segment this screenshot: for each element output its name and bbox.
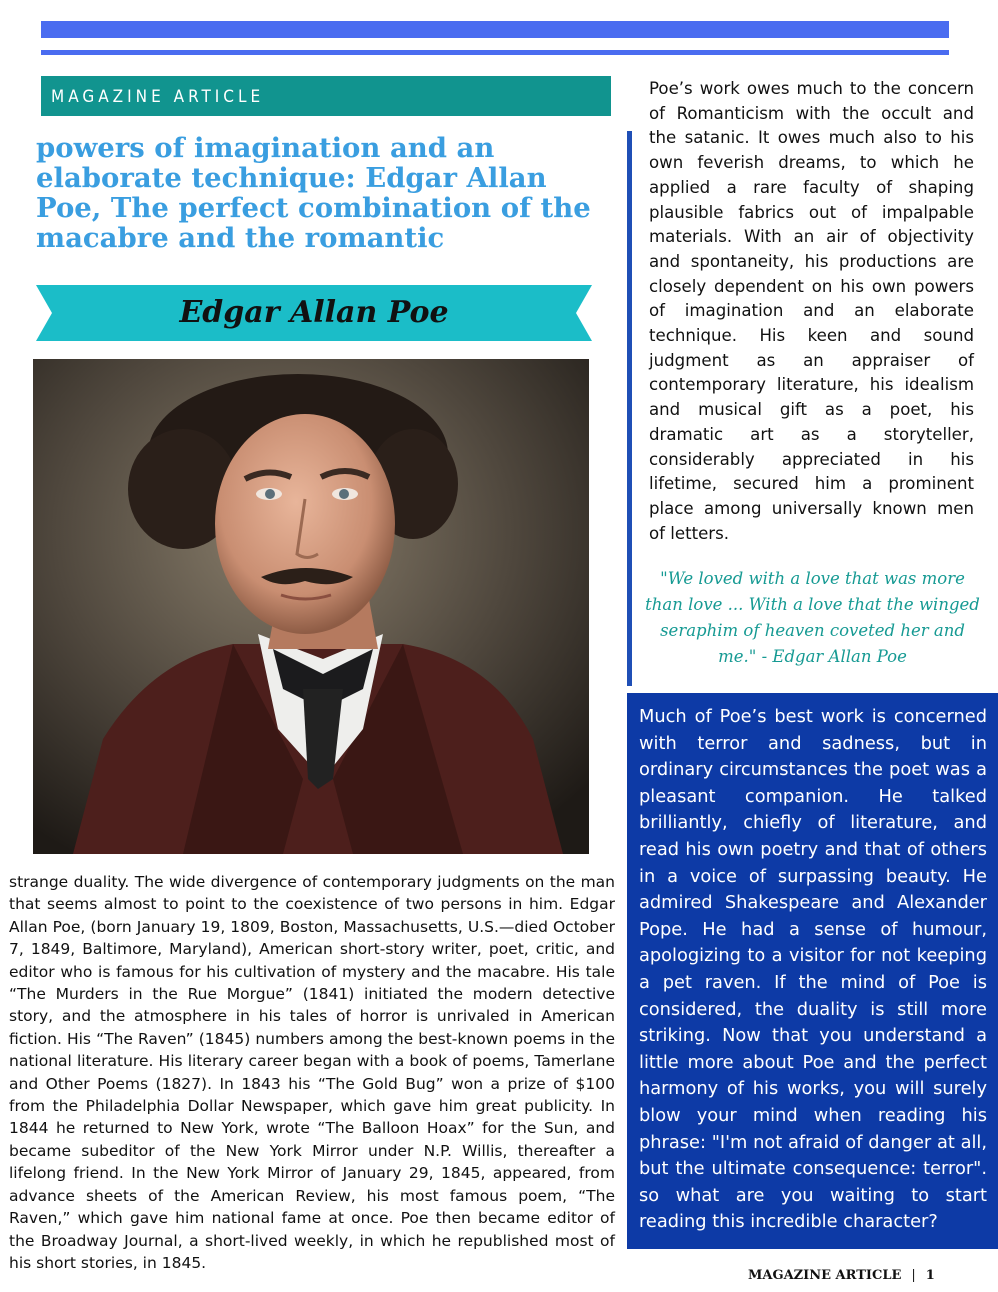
footer-label: MAGAZINE ARTICLE	[748, 1268, 902, 1283]
highlight-box-text: Much of Poe’s best work is concerned with terror and sadness, but in ordinary circumstances the poet was a pleasant companion. He talked brilliantly, chiefly of literature, and read his own poetry and that of others in a voice of surpassing beauty. He admired Shakespeare and Alexander Pope. He had a sense of humour, apologizing to a visitor for not keeping a pet raven. If the mind of Poe is considered, the duality is still more striking. Now that you understand a little more about Poe and the perfect harmony of his works, you will surely blow your mind when reading his phrase: "I'm not afraid of danger at all, but the ultimate consequence: terror". so what are you waiting to start reading this incredible character?	[639, 706, 987, 1233]
top-accent-line	[41, 50, 949, 55]
right-column-text: Poe’s work owes much to the concern of Romanticism with the occult and the satanic. It owes much also to his own feverish dreams, to which he applied a rare faculty of shaping plausible fabrics out of impalpable materials. With an air of objectivity and spontaneity, his productions are closely dependent on his own powers of imagination and an elaborate technique. His keen and sound judgment as an appraiser of contemporary literature, his idealism and musical gift as a poet, his dramatic art as a storyteller, considerably appreciated in his lifetime, secured him a prominent place among universally known men of letters.	[649, 79, 974, 543]
page-number: 1	[925, 1268, 935, 1283]
column-divider	[627, 131, 632, 686]
highlight-box	[627, 693, 998, 1249]
left-column-text: strange duality. The wide divergence of contemporary judgments on the man that seems almost to point to the coexistence of two persons in him. Edgar Allan Poe, (born January 19, 1809, Boston, Massachusetts, U.S.—died October 7, 1849, Baltimore, Maryland), American short-story writer, poet, critic, and editor who is famous for his cultivation of mystery and the macabre. His tale “The Murders in the Rue Morgue” (1841) initiated the modern detective story, and the atmosphere in his tales of horror is unrivaled in American fiction. His “The Raven” (1845) numbers among the best-known poems in the national literature. His literary career began with a book of poems, Tamerlane and Other Poems (1827). In 1843 his “The Gold Bug” won a prize of $100 from the Philadelphia Dollar Newspaper, which gave him great publicity. In 1844 he returned to New York, wrote “The Balloon Hoax” for the Sun, and became subeditor of the New York Mirror under N.P. Willis, thereafter a lifelong friend. In the New York Mirror of January 29, 1845, appeared, from advance sheets of the American Review, his most famous poem, “The Raven,” which gave him national fame at once. Poe then became editor of the Broadway Journal, a short-lived weekly, in which he republished most of his short stories, in 1845.	[9, 873, 615, 1272]
footer-separator: |	[911, 1268, 916, 1283]
top-accent-bar	[41, 21, 949, 38]
portrait-photo	[33, 359, 589, 854]
ribbon-label: Edgar Allan Poe	[179, 295, 449, 330]
page-footer	[748, 1268, 968, 1283]
section-tag: MAGAZINE ARTICLE	[41, 76, 611, 116]
pull-quote: "We loved with a love that was more than love ... With a love that the winged seraphim of heaven coveted her and me." - Edgar Allan Poe	[645, 569, 980, 666]
article-headline: powers of imagination and an elaborate technique: Edgar Allan Poe, The perfect combination of the macabre and the romantic	[36, 132, 591, 254]
